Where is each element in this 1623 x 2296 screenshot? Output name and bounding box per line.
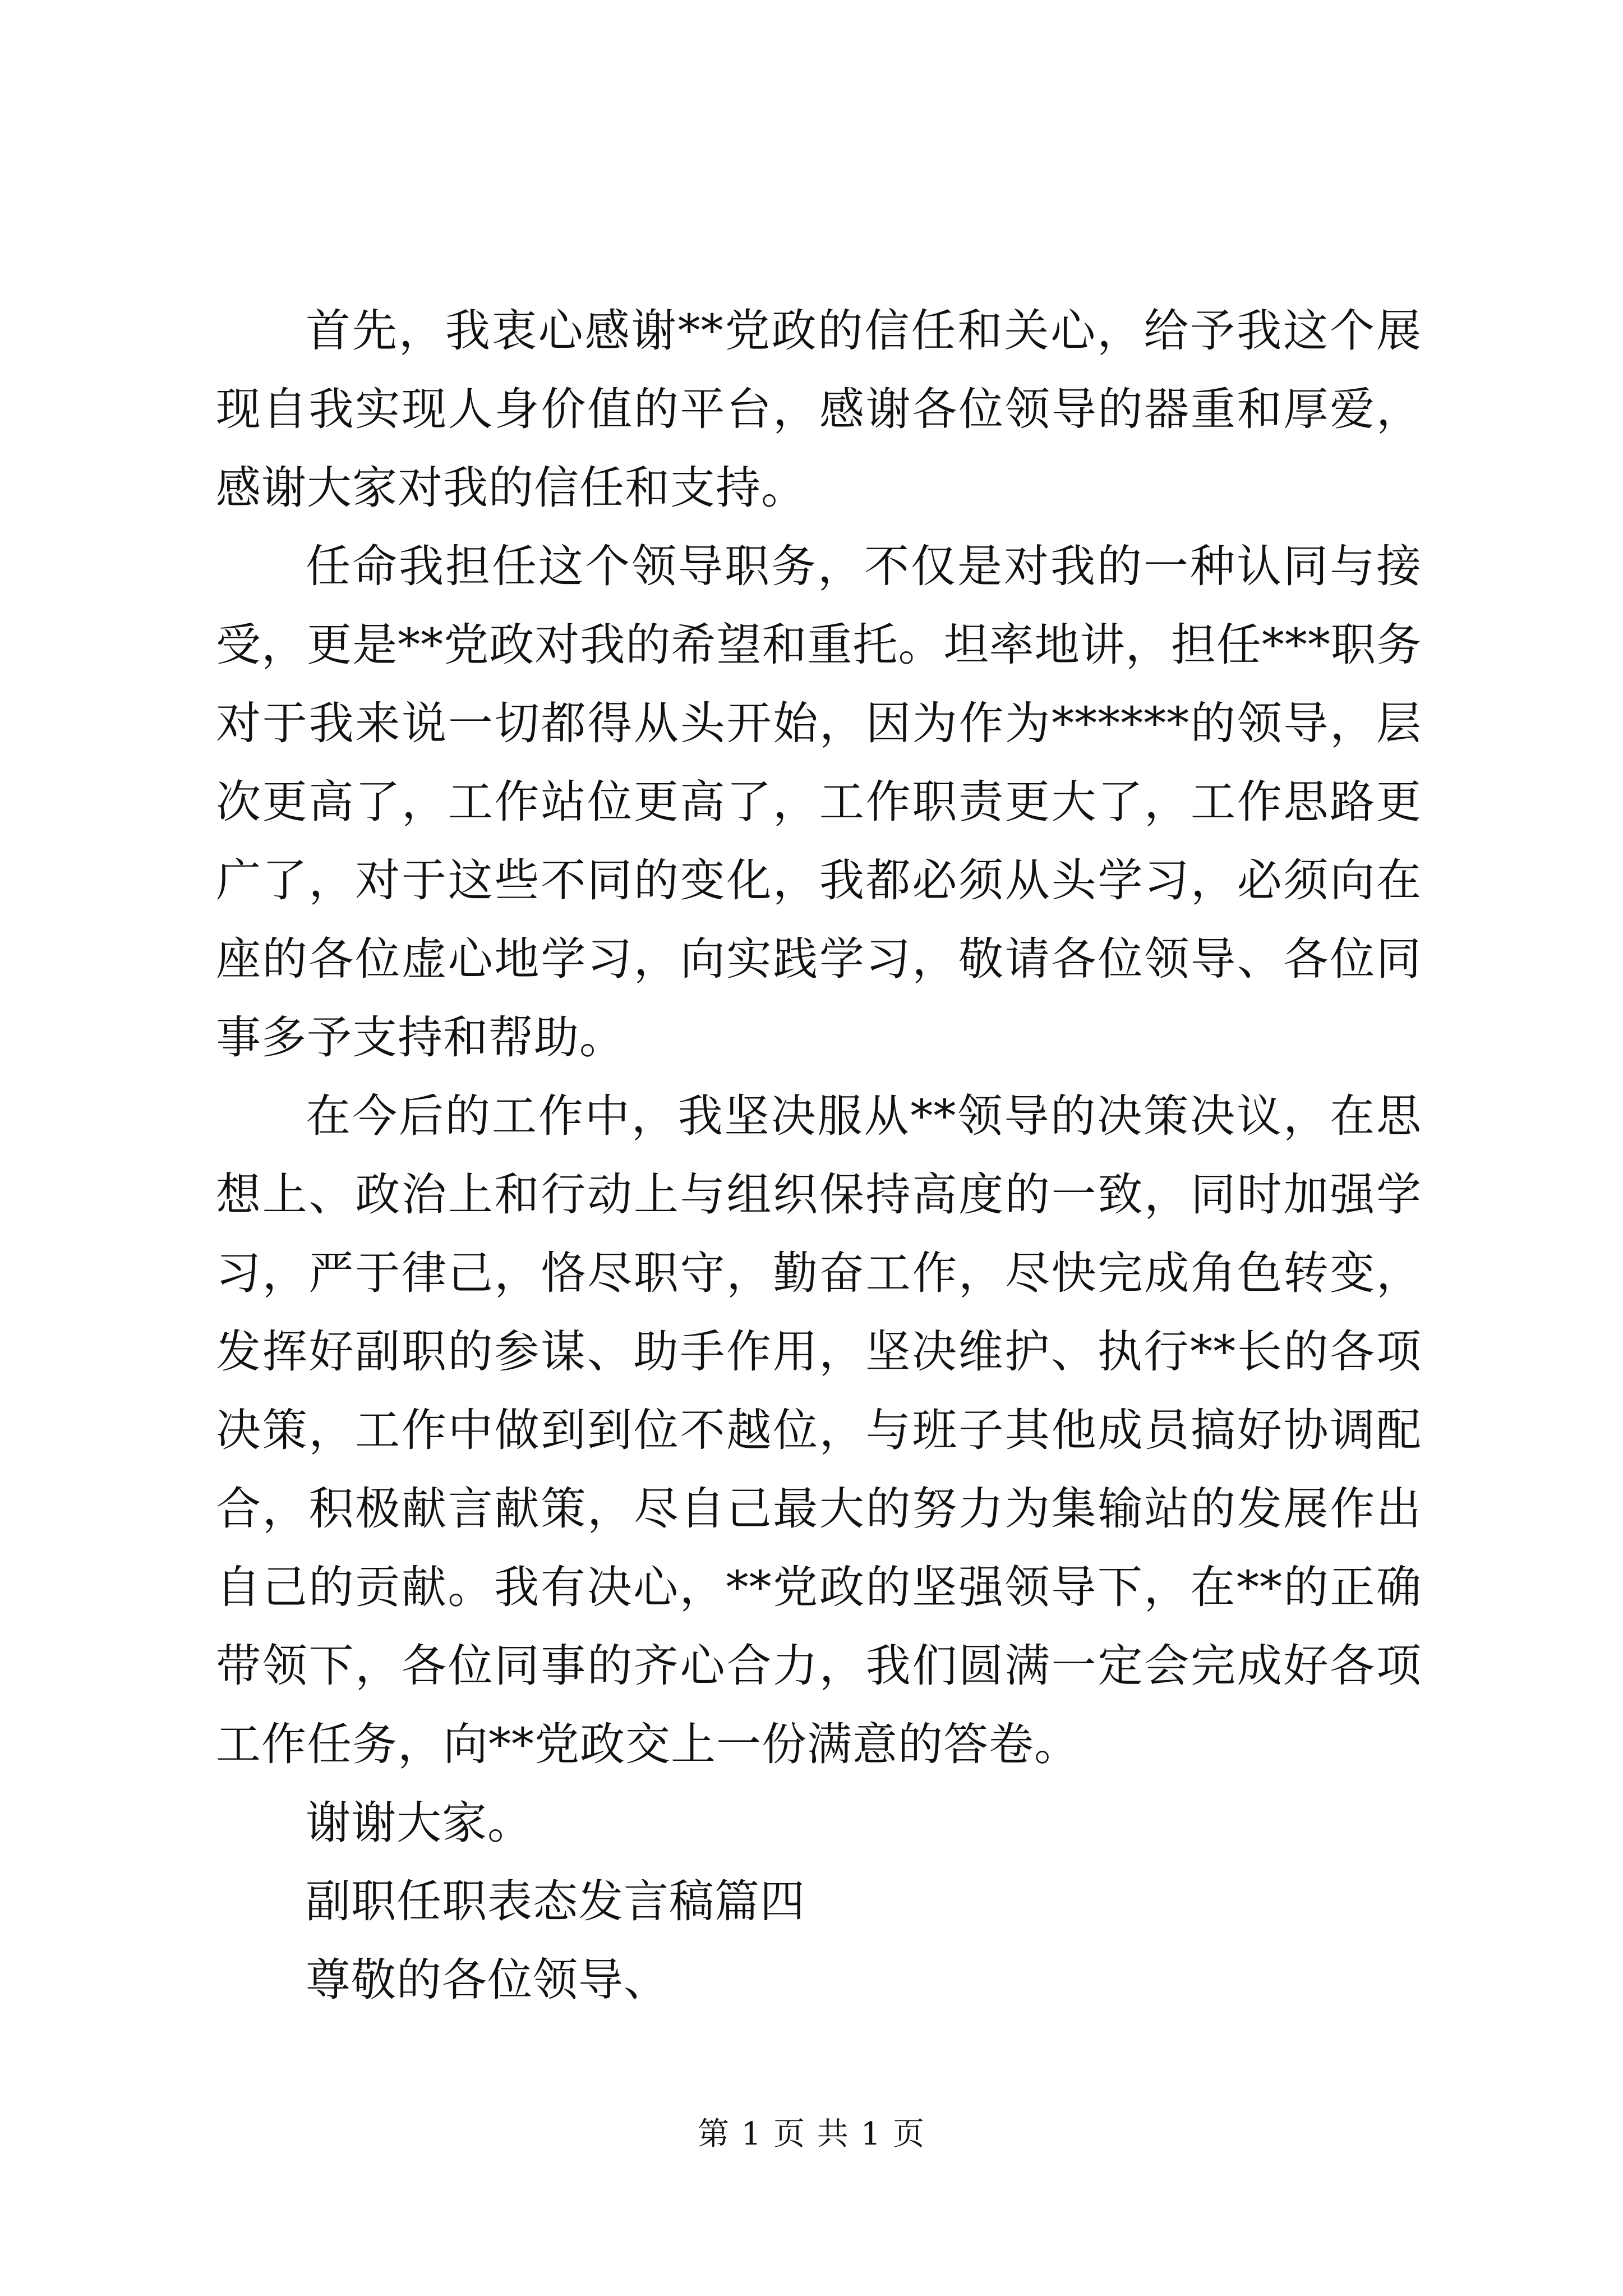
section-heading: 副职任职表态发言稿篇四 xyxy=(306,1875,805,1927)
paragraph-gratitude: 首先，我衷心感谢**党政的信任和关心，给予我这个展现自我实现人身价值的平台，感谢各位领导的器重和厚爱，感谢大家对我的信任和支持。 xyxy=(216,305,1422,514)
document-body xyxy=(216,292,1422,2019)
paragraph-commitment: 在今后的工作中，我坚决服从**领导的决策决议，在思想上、政治上和行动上与组织保持高度的一致，同时加强学习，严于律己，恪尽职守，勤奋工作，尽快完成角色转变，发挥好副职的参谋、助手作用，坚决维护、执行**长的各项决策，工作中做到到位不越位，与班子其他成员搞好协调配合，积极献言献策，尽自己最大的努力为集输站的发展作出自己的贡献。我有决心，**党政的坚强领导下，在**的正确带领下，各位同事的齐心合力，我们圆满一定会完成好各项工作任务，向**党政交上一份满意的答卷。 xyxy=(216,1090,1422,1770)
paragraph-appointment: 任命我担任这个领导职务，不仅是对我的一种认同与接受，更是**党政对我的希望和重托。坦率地讲，担任***职务对于我来说一切都得从头开始，因为作为******的领导，层次更高了，工作站位更高了，工作职责更大了，工作思路更广了，对于这些不同的变化，我都必须从头学习，必须向在座的各位虚心地学习，向实践学习，敬请各位领导、各位同事多予支持和帮助。 xyxy=(216,540,1422,1064)
salutation: 尊敬的各位领导、 xyxy=(306,1954,669,2006)
page-footer: 第 1 页 共 1 页 xyxy=(697,2116,926,2152)
paragraph-thanks: 谢谢大家。 xyxy=(306,1797,533,1849)
